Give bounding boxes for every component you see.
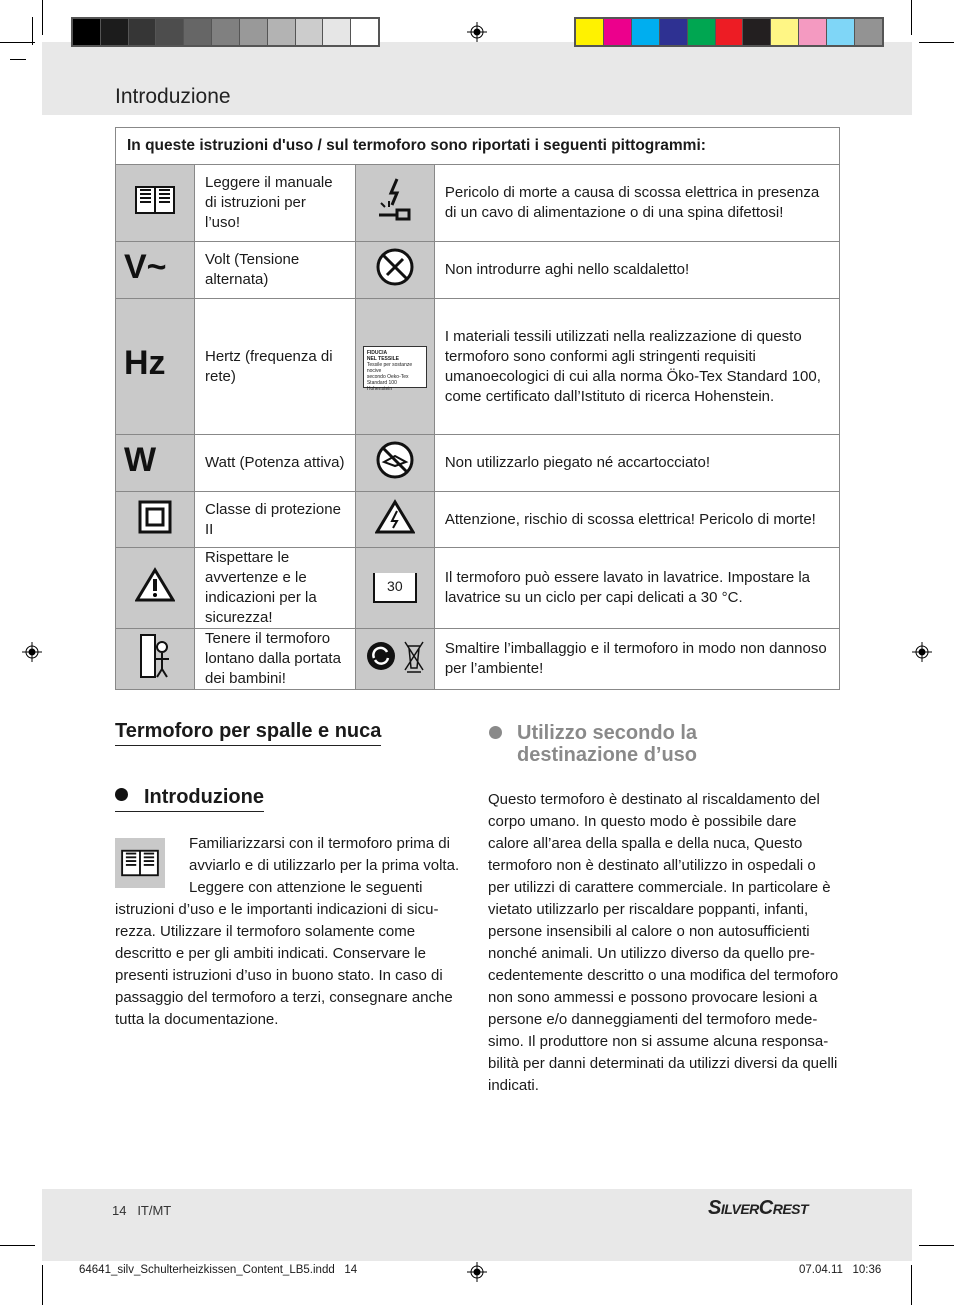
color-swatch: [156, 19, 184, 45]
hertz-symbol: Hz: [124, 344, 166, 382]
color-swatch: [101, 19, 129, 45]
electric-shock-cable-icon: [355, 165, 434, 242]
print-date: 07.04.11: [799, 1264, 843, 1276]
product-title: Termoforo per spalle e nuca: [115, 720, 381, 746]
no-needles-icon: [355, 242, 434, 299]
pictogram-desc: Tenere il termoforo lontano dalla portata dei bambini!: [195, 629, 356, 690]
warning-icon: [116, 548, 195, 629]
color-swatch: [799, 19, 827, 45]
brand-logo: SilverCrest: [708, 1197, 809, 1219]
color-swatch: [604, 19, 632, 45]
pictogram-desc: Pericolo di morte a causa di scossa elettrica in presenza di un cavo di alimentazione o di una spina difettosi!: [434, 165, 839, 242]
color-swatch: [73, 19, 101, 45]
color-swatch: [268, 19, 296, 45]
color-swatch: [660, 19, 688, 45]
pictogram-table: [115, 127, 840, 690]
pictogram-desc: Rispettare le avvertenze e le indicazioni per la sicurezza!: [195, 548, 356, 629]
oekotex-label-icon: FIDUCIA NEL TESSILE Tessile per sostanze nocive secondo Oeko-Tex Standard 100 Hohenstein: [355, 299, 434, 435]
intro-paragraph: Familiarizzarsi con il termoforo prima di avviarlo e di utilizzarlo per la prima volta. Leggere con attenzione le seguenti istruzioni d’uso e le importanti indicazioni di sicurezza. Utilizzare il termoforo solamente come descritto e per gli ambiti indicati. Conservare le presenti istruzioni d’uso in buono stato. In caso di passaggio del termoforo a terzi, consegnare anche tutta la documentazione.: [115, 835, 460, 1028]
section-title-utilizzo: Utilizzo secondo la destinazione d’uso: [488, 722, 697, 766]
section-title-introduzione: Introduzione: [115, 786, 264, 812]
watt-symbol: W: [124, 440, 157, 479]
page-number: 14: [112, 1203, 127, 1218]
book-icon: [116, 165, 195, 242]
color-swatch: [743, 19, 771, 45]
color-swatch: [688, 19, 716, 45]
color-swatch: [212, 19, 240, 45]
color-swatch: [323, 19, 351, 45]
color-swatch: [240, 19, 268, 45]
color-swatch: [855, 19, 882, 45]
locale: IT/MT: [137, 1203, 172, 1218]
pictogram-desc: Leggere il manuale di istruzioni per l’uso!: [195, 165, 356, 242]
pictogram-desc: Attenzione, rischio di scossa elettrica! Pericolo di morte!: [434, 492, 839, 548]
registration-mark-icon: [22, 642, 42, 662]
registration-mark-icon: [467, 22, 487, 42]
intended-use-paragraph: Questo termoforo è destinato al riscaldamento del corpo umano. In questo modo è possibile dare calore all’area della spalla e della nuca, Questo termoforo non è destinato all’utilizzo in ospedali o per utilizzi di carattere commerciale. In particolare è vietato utilizzarlo per riscaldare poppanti, infanti, persone insensibili al calore o non autosufficienti nonché animali. Un utilizzo diverso da quello precedentemente descritto o una modifica del termoforo non sono ammessi e possono provocare lesioni a persone e/o danneggiamenti del termoforo medesimo. Il produttore non si assume alcuna responsabilità per danni determinati da utilizzi diversi da quelli indicati.: [488, 791, 839, 1094]
high-voltage-warning-icon: [355, 492, 434, 548]
volt-ac-symbol: V~: [124, 247, 167, 286]
no-folding-icon: [355, 435, 434, 492]
pictogram-desc: Volt (Tensione alternata): [195, 242, 356, 299]
bullet-icon: [115, 788, 128, 801]
color-swatch: [716, 19, 744, 45]
pictogram-desc: Smaltire l’imballaggio e il termoforo in modo non dannoso per l’ambiente!: [434, 629, 839, 690]
pictogram-desc: Watt (Potenza attiva): [195, 435, 356, 492]
pictogram-desc: Non utilizzarlo piegato né accartocciato!: [434, 435, 839, 492]
print-time: 10:36: [852, 1264, 882, 1276]
color-swatch: [576, 19, 604, 45]
color-swatch: [351, 19, 378, 45]
grayscale-color-bar: [71, 17, 380, 47]
color-swatch: [771, 19, 799, 45]
protection-class-ii-icon: [116, 492, 195, 548]
pictogram-desc: Hertz (frequenza di rete): [195, 299, 356, 435]
keep-away-children-icon: [116, 629, 195, 690]
page-header-title: Introduzione: [115, 85, 231, 108]
table-heading: In queste istruzioni d'uso / sul termoforo sono riportati i seguenti pittogrammi:: [116, 128, 840, 165]
process-color-bar: [574, 17, 884, 47]
color-swatch: [632, 19, 660, 45]
registration-mark-icon: [467, 1262, 487, 1282]
pictogram-desc: Non introdurre aghi nello scaldaletto!: [434, 242, 839, 299]
pictogram-desc: I materiali tessili utilizzati nella realizzazione di questo termoforo sono conformi agli stringenti requisiti umanoecologici di cui alla norma Öko-Tex Standard 100, come certificato dall’Istituto di ricerca Hohenstein.: [434, 299, 839, 435]
registration-mark-icon: [912, 642, 932, 662]
pictogram-desc: Il termoforo può essere lavato in lavatrice. Impostare la lavatrice su un ciclo per capi delicati a 30 °C.: [434, 548, 839, 629]
recycle-dispose-icon: [355, 629, 434, 690]
pictogram-desc: Classe di protezione II: [195, 492, 356, 548]
color-swatch: [296, 19, 324, 45]
color-swatch: [184, 19, 212, 45]
wash-30-icon: 30: [355, 548, 434, 629]
color-swatch: [827, 19, 855, 45]
file-name: 64641_silv_Schulterheizkissen_Content_LB5.indd 14: [79, 1264, 358, 1276]
color-swatch: [129, 19, 157, 45]
